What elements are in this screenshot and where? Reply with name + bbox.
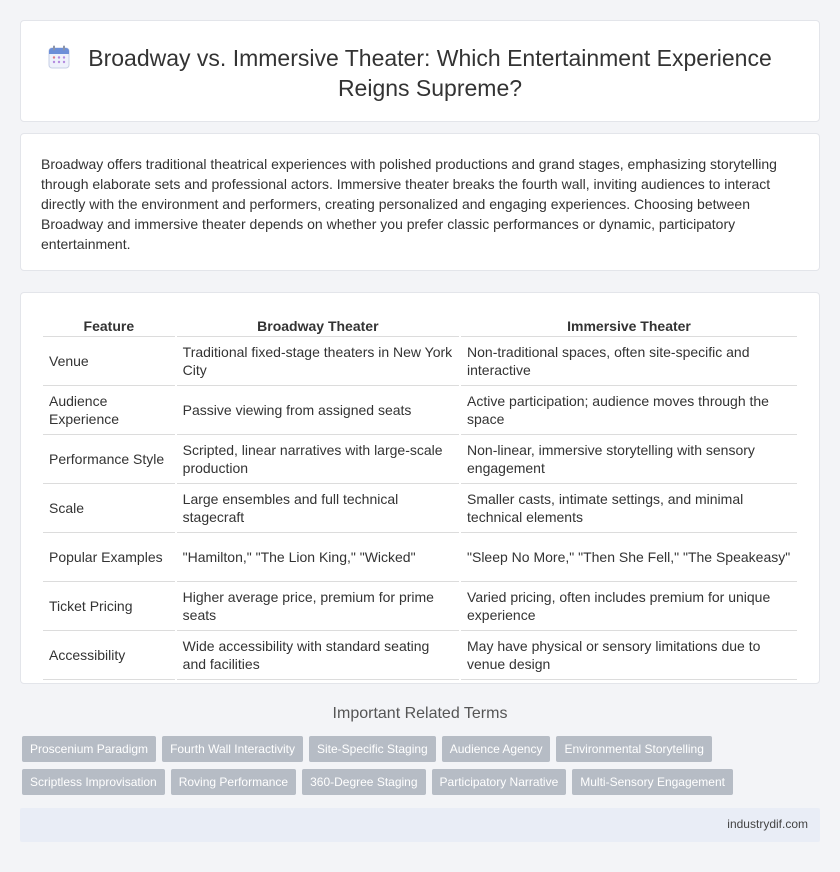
immersive-cell: Varied pricing, often includes premium for unique experience [461, 582, 797, 631]
feature-cell: Audience Experience [43, 386, 175, 435]
broadway-cell: Wide accessibility with standard seating and facilities [177, 631, 459, 680]
broadway-cell: Traditional fixed-stage theaters in New York City [177, 337, 459, 386]
feature-cell: Scale [43, 484, 175, 533]
related-term-tag[interactable]: Audience Agency [442, 736, 551, 762]
feature-cell: Ticket Pricing [43, 582, 175, 631]
broadway-cell: Large ensembles and full technical stagecraft [177, 484, 459, 533]
table-row [43, 386, 797, 435]
immersive-cell: Active participation; audience moves through the space [461, 386, 797, 435]
header-immersive: Immersive Theater [461, 315, 797, 337]
feature-cell: Performance Style [43, 435, 175, 484]
broadway-cell: Passive viewing from assigned seats [177, 386, 459, 435]
table-header-row [43, 315, 797, 337]
broadway-cell: "Hamilton," "The Lion King," "Wicked" [177, 533, 459, 582]
broadway-cell: Scripted, linear narratives with large-scale production [177, 435, 459, 484]
table-row [43, 533, 797, 582]
immersive-cell: Non-linear, immersive storytelling with sensory engagement [461, 435, 797, 484]
immersive-cell: May have physical or sensory limitations due to venue design [461, 631, 797, 680]
table-row [43, 337, 797, 386]
feature-cell: Popular Examples [43, 533, 175, 582]
intro-card [20, 133, 820, 271]
footer [20, 808, 820, 842]
related-term-tag[interactable]: Fourth Wall Interactivity [162, 736, 303, 762]
immersive-cell: Smaller casts, intimate settings, and minimal technical elements [461, 484, 797, 533]
footer-site-link[interactable]: industrydif.com [727, 817, 808, 831]
related-term-tag[interactable]: Site-Specific Staging [309, 736, 436, 762]
page-title: Broadway vs. Immersive Theater: Which Entertainment Experience Reigns Supreme? [88, 45, 772, 101]
table-row [43, 484, 797, 533]
related-term-tag[interactable]: Scriptless Improvisation [22, 769, 165, 795]
related-term-tag[interactable]: 360-Degree Staging [302, 769, 425, 795]
related-term-tag[interactable]: Proscenium Paradigm [22, 736, 156, 762]
related-term-tag[interactable]: Roving Performance [171, 769, 296, 795]
table-row [43, 435, 797, 484]
broadway-cell: Higher average price, premium for prime seats [177, 582, 459, 631]
immersive-cell: Non-traditional spaces, often site-specific and interactive [461, 337, 797, 386]
related-terms-title: Important Related Terms [332, 705, 508, 722]
feature-cell: Accessibility [43, 631, 175, 680]
feature-cell: Venue [43, 337, 175, 386]
table-row [43, 582, 797, 631]
table-row [43, 631, 797, 680]
comparison-card [20, 292, 820, 684]
related-terms-list [22, 736, 742, 795]
title-card [20, 20, 820, 122]
header-broadway: Broadway Theater [177, 315, 459, 337]
related-term-tag[interactable]: Participatory Narrative [432, 769, 567, 795]
intro-paragraph: Broadway offers traditional theatrical experiences with polished productions and grand stages, emphasizing storytelling through elaborate sets and professional actors. Immersive theater breaks the fourth wall, inviting audiences to interact directly with the environment and performers, creating personalized and engaging experiences. Choosing between Broadway and immersive theater depends on whether you prefer classic performances or dynamic, participatory entertainment. [41, 156, 777, 252]
comparison-table [41, 315, 799, 680]
immersive-cell: "Sleep No More," "Then She Fell," "The Speakeasy" [461, 533, 797, 582]
header-feature: Feature [43, 315, 175, 337]
related-term-tag[interactable]: Environmental Storytelling [556, 736, 711, 762]
related-term-tag[interactable]: Multi-Sensory Engagement [572, 769, 733, 795]
